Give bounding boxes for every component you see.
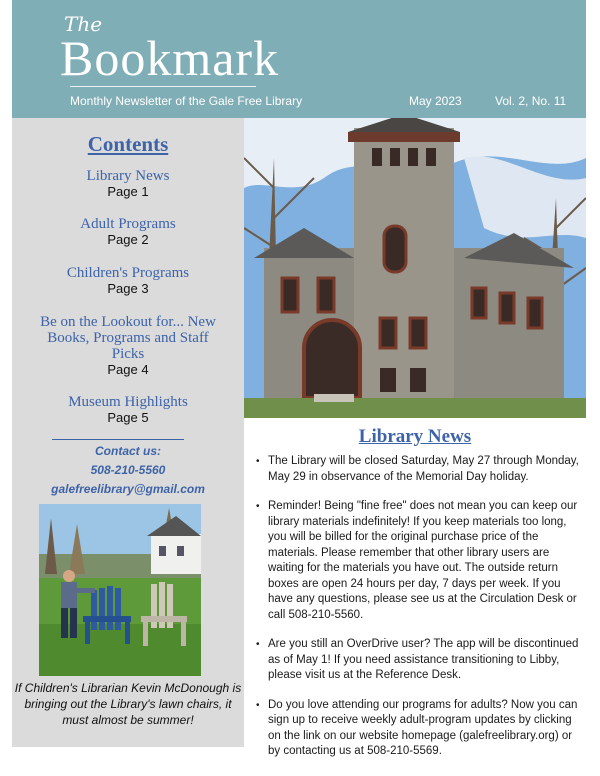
masthead-title: Bookmark <box>60 30 280 86</box>
lawn-chairs-illustration <box>39 504 201 676</box>
news-item: • Are you still an OverDrive user? The app will be discontinued as of May 1! If you need assistance transitioning to Libby, please visit us at the Reference Desk. <box>258 637 582 684</box>
newsletter-header <box>12 0 586 118</box>
masthead-subtitle: Monthly Newsletter of the Gale Free Library <box>70 94 303 108</box>
lawn-chairs-photo <box>39 504 201 676</box>
toc-item[interactable] <box>12 216 244 248</box>
toc-item[interactable] <box>12 394 244 426</box>
toc-item-page: Page 5 <box>107 410 149 425</box>
toc-item-page: Page 2 <box>107 232 149 247</box>
issue-volume: Vol. 2, No. 11 <box>495 94 567 108</box>
toc-item-title[interactable]: Adult Programs <box>80 216 176 232</box>
issue-date: May 2023 <box>409 94 462 108</box>
contents-sidebar <box>12 118 244 747</box>
toc-item-title[interactable]: Be on the Lookout for... New Books, Programs and Staff Picks <box>40 314 216 362</box>
news-item: • Do you love attending our programs for adults? Now you can sign up to receive weekly adult-program updates by clicking on the link on our website homepage (galefreelibrary.org) or by contacting us at 508-210-5569. <box>258 698 582 760</box>
library-building-illustration <box>244 118 586 418</box>
toc-item[interactable] <box>12 314 244 378</box>
contact-phone[interactable]: 508-210-5560 <box>90 463 166 477</box>
sidebar-divider <box>52 439 184 440</box>
toc-item-title[interactable]: Children's Programs <box>66 265 190 281</box>
toc-item-page: Page 4 <box>107 362 149 377</box>
news-item: • Reminder! Being "fine free" does not mean you can keep our library materials indefinitely! If you keep materials too long, you will be billed for the original purchase price of the materials. Please remember that other library users are waiting for the materials you have out. The outside return boxes are open 24 hours per day, 7 days per week. If you have any questions, please see us at the Circulation Desk or call 508-210-5560. <box>258 499 582 623</box>
contact-email[interactable]: galefreelibrary@gmail.com <box>51 482 205 496</box>
toc-item[interactable] <box>12 168 244 200</box>
photo-caption: If Children's Librarian Kevin McDonough is bringing out the Library's lawn chairs, it must almost be summer! <box>14 681 242 727</box>
masthead-the: The <box>64 12 103 36</box>
toc-item-title[interactable]: Library News <box>86 168 170 184</box>
masthead-divider <box>70 86 256 87</box>
toc-item[interactable] <box>12 265 244 297</box>
library-news-heading: Library News <box>358 426 472 447</box>
library-news-list <box>258 454 582 774</box>
toc-item-page: Page 1 <box>107 184 149 199</box>
news-item: • The Library will be closed Saturday, May 27 through Monday, May 29 in observance of the Memorial Day holiday. <box>258 454 582 485</box>
contents-heading: Contents <box>87 132 169 156</box>
toc-item-page: Page 3 <box>107 281 149 296</box>
library-building-photo <box>244 118 586 418</box>
toc-item-title[interactable]: Museum Highlights <box>68 394 188 410</box>
contact-label: Contact us: <box>95 444 161 458</box>
